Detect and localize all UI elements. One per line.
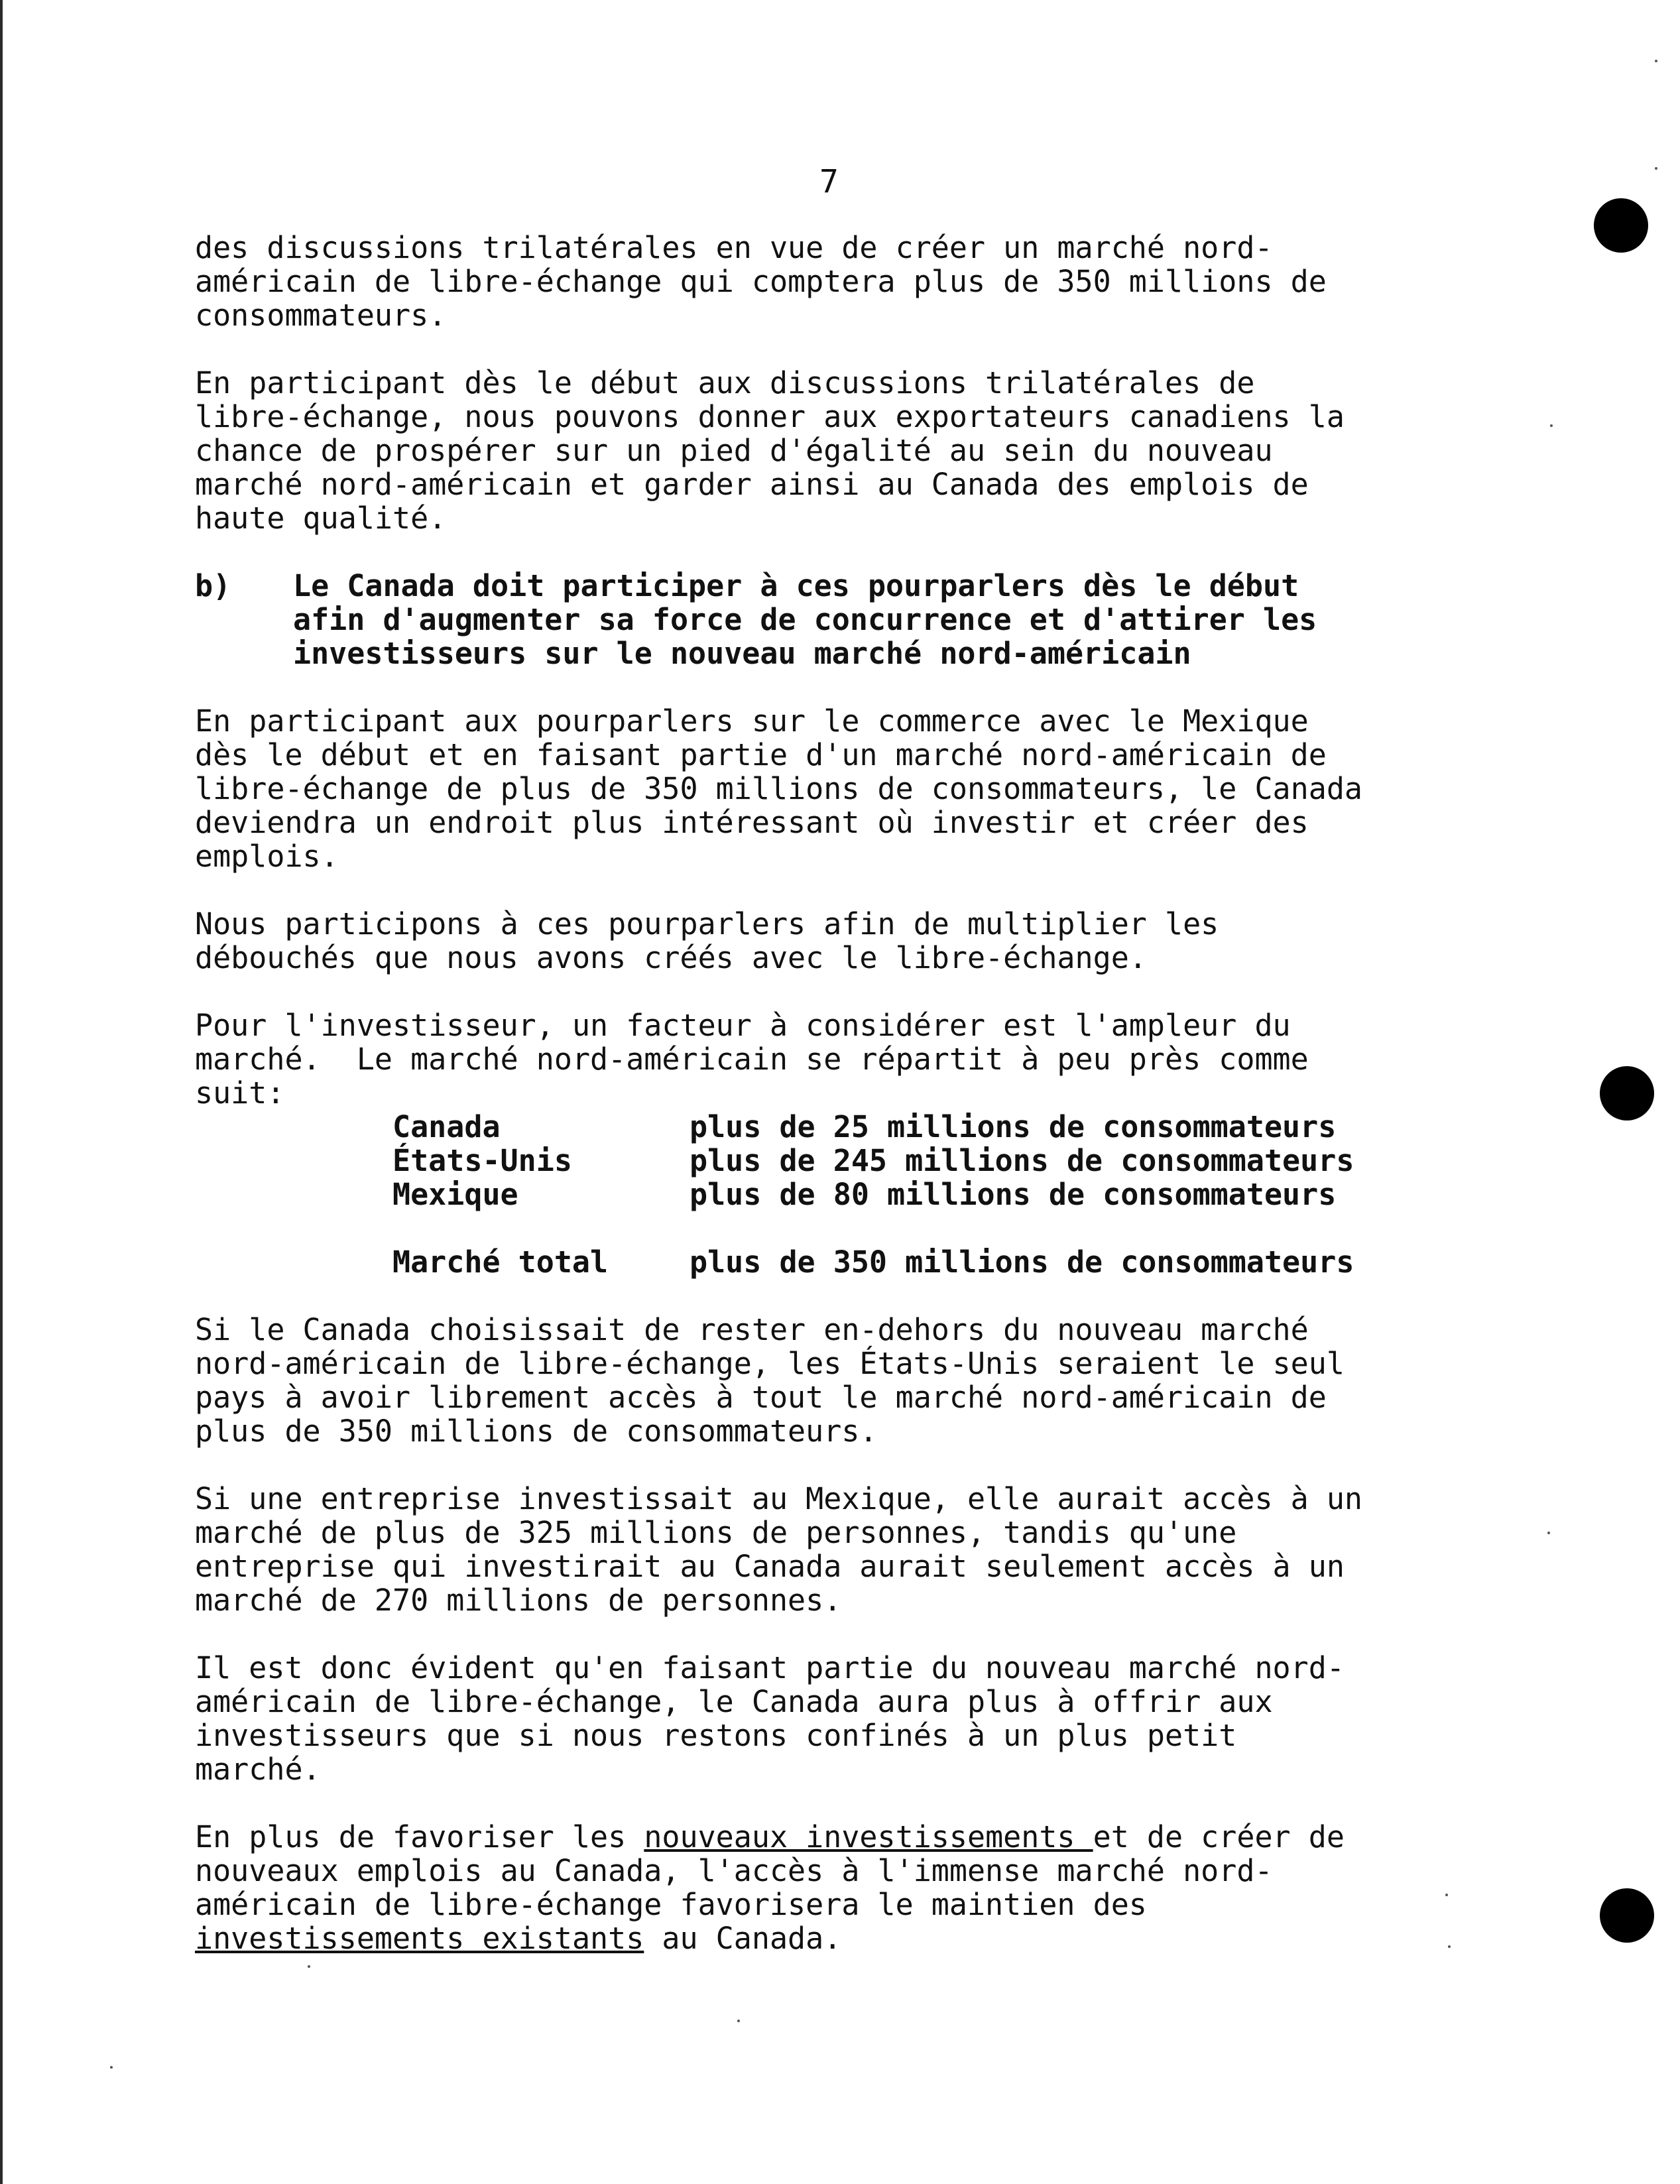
market-row-mexique	[195, 1178, 1521, 1211]
market-value: plus de 245 millions de consommateurs	[690, 1143, 1354, 1178]
text-segment: En plus de favoriser les	[195, 1819, 644, 1854]
text-line: américain de libre-échange, le Canada aura plus à offrir aux	[195, 1684, 1273, 1719]
underlined-phrase-investissements-existants: investissements existants	[195, 1921, 644, 1956]
scan-left-edge	[0, 0, 3, 2184]
paragraph-4	[195, 907, 1521, 975]
market-country: Canada	[392, 1109, 501, 1144]
text-line: marché.	[195, 1752, 321, 1787]
market-value: plus de 25 millions de consommateurs	[690, 1109, 1337, 1144]
paragraph-7	[195, 1651, 1521, 1786]
market-country: Marché total	[392, 1244, 609, 1280]
scan-speck	[1445, 1894, 1448, 1896]
market-intro	[195, 1008, 1521, 1110]
paragraph-5	[195, 1313, 1521, 1448]
text-line: suit:	[195, 1075, 285, 1111]
document-body	[195, 231, 1521, 1989]
market-row-etats-unis	[195, 1144, 1521, 1178]
text-line: marché nord-américain et garder ainsi au Canada des emplois de	[195, 467, 1309, 502]
binder-hole-mark	[1600, 1888, 1654, 1943]
market-value: plus de 80 millions de consommateurs	[690, 1177, 1337, 1212]
scan-speck	[1547, 1532, 1550, 1534]
market-table	[195, 1110, 1521, 1279]
text-line: chance de prospérer sur un pied d'égalité au sein du nouveau	[195, 433, 1273, 468]
text-line	[195, 1921, 1521, 1955]
text-line: américain de libre-échange qui comptera plus de 350 millions de	[195, 264, 1327, 299]
text-line: Pour l'investisseur, un facteur à considérer est l'ampleur du	[195, 1008, 1291, 1043]
market-country: États-Unis	[392, 1143, 572, 1178]
market-row-canada	[195, 1110, 1521, 1144]
text-line: libre-échange de plus de 350 millions de consommateurs, le Canada	[195, 771, 1362, 806]
text-line: Il est donc évident qu'en faisant partie du nouveau marché nord-	[195, 1650, 1345, 1685]
text-line: des discussions trilatérales en vue de créer un marché nord-	[195, 230, 1273, 265]
heading-line: afin d'augmenter sa force de concurrence et d'attirer les	[293, 602, 1317, 637]
text-line: nord-américain de libre-échange, les États-Unis seraient le seul	[195, 1346, 1345, 1381]
binder-hole-mark	[1594, 198, 1648, 253]
text-line: entreprise qui investirait au Canada aurait seulement accès à un	[195, 1549, 1345, 1584]
paragraph-6	[195, 1482, 1521, 1617]
scan-speck	[1550, 424, 1553, 427]
text-line: Si le Canada choisissait de rester en-dehors du nouveau marché	[195, 1312, 1309, 1347]
text-line: marché de plus de 325 millions de personnes, tandis qu'une	[195, 1515, 1237, 1550]
text-line: haute qualité.	[195, 501, 447, 536]
scan-speck	[1655, 167, 1657, 170]
scan-speck	[1448, 1945, 1451, 1948]
text-line: deviendra un endroit plus intéressant où investir et créer des	[195, 805, 1309, 840]
scan-speck	[737, 2020, 740, 2022]
section-heading-b	[195, 569, 1521, 670]
text-line: libre-échange, nous pouvons donner aux exportateurs canadiens la	[195, 399, 1345, 434]
market-value: plus de 350 millions de consommateurs	[690, 1244, 1354, 1280]
text-line: marché. Le marché nord-américain se répartit à peu près comme	[195, 1042, 1309, 1077]
text-line: Nous participons à ces pourparlers afin de multiplier les	[195, 906, 1219, 941]
heading-line: Le Canada doit participer à ces pourparlers dès le début	[293, 568, 1299, 603]
heading-text	[293, 569, 1317, 670]
heading-line: investisseurs sur le nouveau marché nord-américain	[293, 636, 1191, 671]
text-line: américain de libre-échange favorisera le maintien des	[195, 1887, 1147, 1922]
market-country: Mexique	[392, 1177, 518, 1212]
binder-hole-mark	[1600, 1066, 1654, 1121]
paragraph-1	[195, 231, 1521, 332]
text-line: dès le début et en faisant partie d'un marché nord-américain de	[195, 737, 1327, 772]
text-line: En participant aux pourparlers sur le commerce avec le Mexique	[195, 703, 1309, 739]
text-segment: et de créer de	[1093, 1819, 1345, 1854]
text-line: investisseurs que si nous restons confinés à un plus petit	[195, 1718, 1237, 1753]
text-line: nouveaux emplois au Canada, l'accès à l'immense marché nord-	[195, 1853, 1273, 1888]
paragraph-3	[195, 704, 1521, 873]
text-line: consommateurs.	[195, 298, 447, 333]
text-line: emplois.	[195, 839, 339, 874]
scan-speck	[110, 2066, 113, 2069]
paragraph-2	[195, 366, 1521, 535]
paragraph-8	[195, 1820, 1521, 1955]
text-line: marché de 270 millions de personnes.	[195, 1583, 842, 1618]
text-line: Si une entreprise investissait au Mexique, elle aurait accès à un	[195, 1481, 1362, 1516]
page-number: 7	[819, 163, 839, 200]
underlined-phrase-nouveaux-investissements: nouveaux investissements	[644, 1819, 1093, 1854]
heading-marker: b)	[195, 568, 231, 603]
text-line: pays à avoir librement accès à tout le marché nord-américain de	[195, 1380, 1327, 1415]
text-line	[195, 1820, 1521, 1854]
market-row-total	[195, 1245, 1521, 1279]
text-line: En participant dès le début aux discussions trilatérales de	[195, 365, 1255, 400]
scan-speck	[1655, 60, 1657, 62]
text-segment: au Canada.	[644, 1921, 842, 1956]
text-line: débouchés que nous avons créés avec le libre-échange.	[195, 940, 1147, 975]
scan-speck	[308, 1965, 310, 1968]
text-line: plus de 350 millions de consommateurs.	[195, 1414, 878, 1449]
